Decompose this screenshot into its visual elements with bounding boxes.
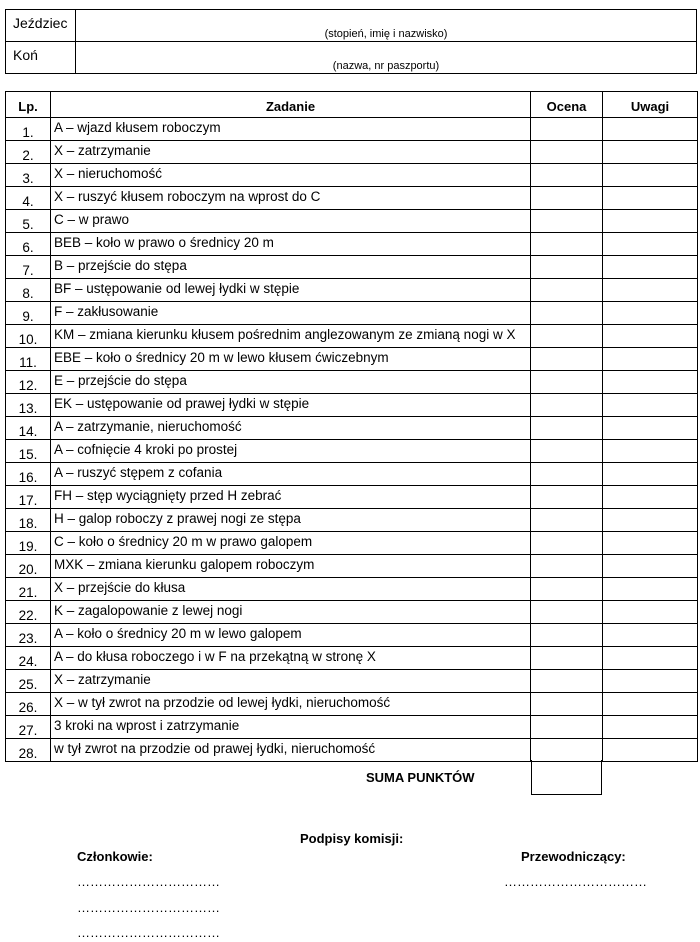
column-header-lp: Lp. — [6, 92, 51, 118]
row-task: C – koło o średnicy 20 m w prawo galopem — [51, 532, 531, 555]
row-number: 24. — [6, 647, 51, 670]
row-score-cell[interactable] — [531, 233, 603, 256]
row-score-cell[interactable] — [531, 739, 603, 762]
row-task: X – zatrzymanie — [51, 141, 531, 164]
row-task: BEB – koło w prawo o średnicy 20 m — [51, 233, 531, 256]
row-number: 21. — [6, 578, 51, 601]
sum-box[interactable] — [531, 760, 602, 795]
row-notes-cell[interactable] — [603, 716, 698, 739]
table-row — [6, 532, 698, 555]
row-score-cell[interactable] — [531, 716, 603, 739]
row-number: 4. — [6, 187, 51, 210]
members-label: Członkowie: — [77, 849, 153, 864]
row-notes-cell[interactable] — [603, 371, 698, 394]
row-score-cell[interactable] — [531, 555, 603, 578]
row-number: 16. — [6, 463, 51, 486]
row-number: 11. — [6, 348, 51, 371]
table-row — [6, 141, 698, 164]
row-score-cell[interactable] — [531, 371, 603, 394]
table-row — [6, 417, 698, 440]
row-score-cell[interactable] — [531, 325, 603, 348]
rider-row — [6, 10, 697, 42]
row-number: 27. — [6, 716, 51, 739]
row-task: EBE – koło o średnicy 20 m w lewo kłusem ćwiczebnym — [51, 348, 531, 371]
row-number: 9. — [6, 302, 51, 325]
row-number: 26. — [6, 693, 51, 716]
row-number: 20. — [6, 555, 51, 578]
row-score-cell[interactable] — [531, 463, 603, 486]
table-row — [6, 578, 698, 601]
row-notes-cell[interactable] — [603, 624, 698, 647]
row-task: A – koło o średnicy 20 m w lewo galopem — [51, 624, 531, 647]
row-notes-cell[interactable] — [603, 693, 698, 716]
table-row — [6, 164, 698, 187]
table-row — [6, 693, 698, 716]
row-number: 7. — [6, 256, 51, 279]
table-row — [6, 210, 698, 233]
row-task: X – ruszyć kłusem roboczym na wprost do C — [51, 187, 531, 210]
row-task: KM – zmiana kierunku kłusem pośrednim anglezowanym ze zmianą nogi w X — [51, 325, 531, 348]
row-notes-cell[interactable] — [603, 256, 698, 279]
table-row — [6, 486, 698, 509]
row-task: B – przejście do stępa — [51, 256, 531, 279]
row-score-cell[interactable] — [531, 532, 603, 555]
row-task: MXK – zmiana kierunku galopem roboczym — [51, 555, 531, 578]
row-number: 22. — [6, 601, 51, 624]
row-notes-cell[interactable] — [603, 233, 698, 256]
table-row — [6, 509, 698, 532]
table-row — [6, 325, 698, 348]
row-notes-cell[interactable] — [603, 187, 698, 210]
row-task: E – przejście do stępa — [51, 371, 531, 394]
row-notes-cell[interactable] — [603, 601, 698, 624]
table-row — [6, 279, 698, 302]
test-table — [5, 91, 698, 762]
table-row — [6, 555, 698, 578]
column-header-task: Zadanie — [51, 92, 531, 118]
row-score-cell[interactable] — [531, 118, 603, 141]
row-number: 5. — [6, 210, 51, 233]
rider-label: Jeździec — [6, 10, 76, 42]
row-score-cell[interactable] — [531, 693, 603, 716]
row-notes-cell[interactable] — [603, 141, 698, 164]
row-score-cell[interactable] — [531, 394, 603, 417]
row-notes-cell[interactable] — [603, 555, 698, 578]
table-row — [6, 394, 698, 417]
table-header-row — [6, 92, 698, 118]
table-row — [6, 624, 698, 647]
row-number: 13. — [6, 394, 51, 417]
row-score-cell[interactable] — [531, 187, 603, 210]
row-score-cell[interactable] — [531, 256, 603, 279]
row-notes-cell[interactable] — [603, 739, 698, 762]
row-score-cell[interactable] — [531, 302, 603, 325]
chair-signature-line[interactable]: …………………………… — [504, 874, 647, 889]
row-task: A – do kłusa roboczego i w F na przekątną w stronę X — [51, 647, 531, 670]
row-number: 14. — [6, 417, 51, 440]
row-task: X – nieruchomość — [51, 164, 531, 187]
row-task: w tył zwrot na przodzie od prawej łydki, nieruchomość — [51, 739, 531, 762]
row-task: X – zatrzymanie — [51, 670, 531, 693]
row-task: H – galop roboczy z prawej nogi ze stępa — [51, 509, 531, 532]
row-notes-cell[interactable] — [603, 325, 698, 348]
row-notes-cell[interactable] — [603, 164, 698, 187]
row-notes-cell[interactable] — [603, 210, 698, 233]
row-notes-cell[interactable] — [603, 509, 698, 532]
row-notes-cell[interactable] — [603, 394, 698, 417]
row-number: 23. — [6, 624, 51, 647]
row-number: 3. — [6, 164, 51, 187]
signatures-title: Podpisy komisji: — [300, 831, 404, 846]
row-task: EK – ustępowanie od prawej łydki w stępie — [51, 394, 531, 417]
row-score-cell[interactable] — [531, 647, 603, 670]
table-row — [6, 233, 698, 256]
row-notes-cell[interactable] — [603, 486, 698, 509]
row-score-cell[interactable] — [531, 486, 603, 509]
member-signature-line[interactable]: …………………………… — [77, 900, 220, 915]
row-score-cell[interactable] — [531, 509, 603, 532]
horse-row — [6, 42, 697, 74]
table-row — [6, 739, 698, 762]
row-score-cell[interactable] — [531, 578, 603, 601]
row-task: F – zakłusowanie — [51, 302, 531, 325]
row-number: 19. — [6, 532, 51, 555]
row-task: A – cofnięcie 4 kroki po prostej — [51, 440, 531, 463]
row-number: 10. — [6, 325, 51, 348]
row-score-cell[interactable] — [531, 210, 603, 233]
row-task: BF – ustępowanie od lewej łydki w stępie — [51, 279, 531, 302]
table-row — [6, 440, 698, 463]
row-task: A – zatrzymanie, nieruchomość — [51, 417, 531, 440]
row-score-cell[interactable] — [531, 279, 603, 302]
row-notes-cell[interactable] — [603, 118, 698, 141]
row-notes-cell[interactable] — [603, 463, 698, 486]
row-score-cell[interactable] — [531, 624, 603, 647]
row-task: C – w prawo — [51, 210, 531, 233]
row-notes-cell[interactable] — [603, 670, 698, 693]
horse-label: Koń — [6, 42, 76, 74]
row-task: K – zagalopowanie z lewej nogi — [51, 601, 531, 624]
table-body — [6, 118, 698, 762]
row-task: A – ruszyć stępem z cofania — [51, 463, 531, 486]
row-notes-cell[interactable] — [603, 578, 698, 601]
row-notes-cell[interactable] — [603, 647, 698, 670]
chair-label: Przewodniczący: — [521, 849, 626, 864]
row-notes-cell[interactable] — [603, 348, 698, 371]
row-notes-cell[interactable] — [603, 302, 698, 325]
table-row — [6, 601, 698, 624]
table-row — [6, 371, 698, 394]
row-number: 12. — [6, 371, 51, 394]
row-number: 25. — [6, 670, 51, 693]
row-notes-cell[interactable] — [603, 440, 698, 463]
row-task: X – w tył zwrot na przodzie od lewej łydki, nieruchomość — [51, 693, 531, 716]
table-row — [6, 716, 698, 739]
table-row — [6, 647, 698, 670]
horse-hint: (nazwa, nr paszportu) — [332, 60, 440, 72]
row-number: 2. — [6, 141, 51, 164]
row-score-cell[interactable] — [531, 601, 603, 624]
row-number: 6. — [6, 233, 51, 256]
sum-label: SUMA PUNKTÓW — [366, 770, 475, 785]
member-signature-line[interactable]: …………………………… — [77, 874, 220, 889]
row-score-cell[interactable] — [531, 417, 603, 440]
row-number: 15. — [6, 440, 51, 463]
row-score-cell[interactable] — [531, 348, 603, 371]
row-score-cell[interactable] — [531, 141, 603, 164]
row-number: 18. — [6, 509, 51, 532]
row-task: X – przejście do kłusa — [51, 578, 531, 601]
row-task: A – wjazd kłusem roboczym — [51, 118, 531, 141]
row-task: FH – stęp wyciągnięty przed H zebrać — [51, 486, 531, 509]
table-row — [6, 348, 698, 371]
table-row — [6, 670, 698, 693]
row-score-cell[interactable] — [531, 164, 603, 187]
row-notes-cell[interactable] — [603, 417, 698, 440]
horse-field[interactable] — [76, 42, 697, 74]
row-notes-cell[interactable] — [603, 532, 698, 555]
table-row — [6, 256, 698, 279]
column-header-notes: Uwagi — [603, 92, 698, 118]
rider-hint: (stopień, imię i nazwisko) — [324, 28, 448, 40]
table-row — [6, 118, 698, 141]
row-notes-cell[interactable] — [603, 279, 698, 302]
member-signature-line[interactable]: …………………………… — [77, 925, 220, 940]
row-number: 17. — [6, 486, 51, 509]
row-number: 8. — [6, 279, 51, 302]
table-row — [6, 463, 698, 486]
row-number: 1. — [6, 118, 51, 141]
header-table — [5, 9, 697, 74]
table-row — [6, 187, 698, 210]
row-score-cell[interactable] — [531, 670, 603, 693]
rider-field[interactable] — [76, 10, 697, 42]
table-row — [6, 302, 698, 325]
row-number: 28. — [6, 739, 51, 762]
row-score-cell[interactable] — [531, 440, 603, 463]
row-task: 3 kroki na wprost i zatrzymanie — [51, 716, 531, 739]
column-header-score: Ocena — [531, 92, 603, 118]
